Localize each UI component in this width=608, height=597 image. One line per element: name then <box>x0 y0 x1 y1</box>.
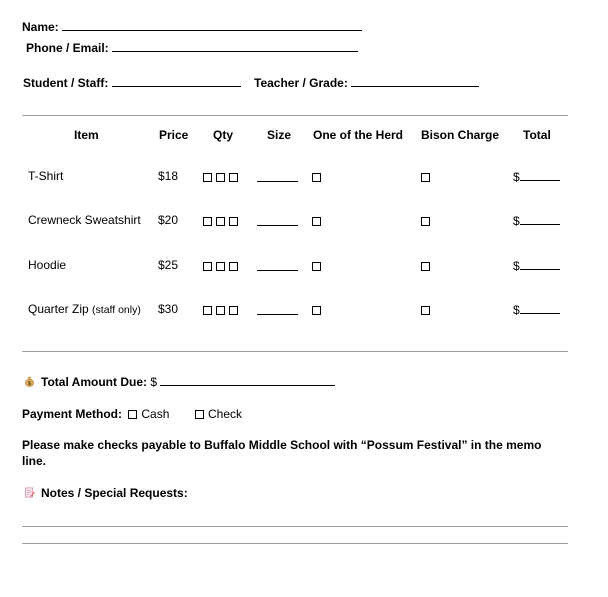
qty-checkbox[interactable] <box>229 306 238 315</box>
divider-top <box>22 115 568 116</box>
notes-line-2[interactable] <box>22 543 568 544</box>
name-field-row <box>22 19 362 34</box>
one-of-the-herd-checkbox[interactable] <box>312 217 321 226</box>
qty-checkboxes <box>203 259 242 273</box>
total-input-line[interactable] <box>520 258 560 270</box>
qty-checkbox[interactable] <box>216 262 225 271</box>
item-price: $25 <box>158 258 179 272</box>
bison-charge-checkbox[interactable] <box>421 262 430 271</box>
qty-checkboxes <box>203 303 242 317</box>
qty-checkbox[interactable] <box>203 173 212 182</box>
row-total <box>513 302 560 317</box>
total-amount-prefix: $ <box>150 375 158 389</box>
total-amount-input-line[interactable] <box>160 374 335 386</box>
name-label: Name: <box>22 20 59 34</box>
qty-checkbox[interactable] <box>203 262 212 271</box>
notes-row <box>24 486 188 500</box>
total-prefix: $ <box>513 303 520 317</box>
total-amount-row <box>24 374 335 389</box>
phone-email-label: Phone / Email: <box>26 41 109 55</box>
cash-checkbox[interactable] <box>128 410 137 419</box>
one-of-the-herd-checkbox[interactable] <box>312 306 321 315</box>
check-option-label: Check <box>208 407 243 421</box>
qty-checkboxes <box>203 214 242 228</box>
item-name-cell <box>28 302 141 316</box>
divider-middle <box>22 351 568 352</box>
total-input-line[interactable] <box>520 169 560 181</box>
check-option <box>195 407 242 421</box>
item-name: Crewneck Sweatshirt <box>28 213 141 227</box>
check-checkbox[interactable] <box>195 410 204 419</box>
bison-charge-checkbox[interactable] <box>421 173 430 182</box>
qty-checkbox[interactable] <box>216 173 225 182</box>
teacher-grade-label: Teacher / Grade: <box>254 76 348 90</box>
item-name: Hoodie <box>28 258 67 272</box>
qty-checkbox[interactable] <box>229 173 238 182</box>
notes-line-1[interactable] <box>22 526 568 527</box>
qty-checkbox[interactable] <box>229 217 238 226</box>
item-name: Quarter Zip <box>28 302 89 316</box>
size-input-line[interactable] <box>257 259 298 271</box>
one-of-the-herd-checkbox[interactable] <box>312 262 321 271</box>
checks-payable-note: Please make checks payable to Buffalo Middle School with “Possum Festival” in the memo line. <box>22 438 542 468</box>
qty-checkbox[interactable] <box>229 262 238 271</box>
item-price: $20 <box>158 213 179 227</box>
col-header-price: Price <box>159 128 189 142</box>
student-staff-label: Student / Staff: <box>23 76 109 90</box>
qty-checkboxes <box>203 170 242 184</box>
size-input-line[interactable] <box>257 214 298 226</box>
qty-checkbox[interactable] <box>203 306 212 315</box>
student-field-row <box>23 75 241 90</box>
col-header-bison-charge: Bison Charge <box>421 128 500 142</box>
row-total <box>513 169 560 184</box>
item-price: $18 <box>158 169 179 183</box>
teacher-grade-input-line[interactable] <box>351 75 479 87</box>
total-prefix: $ <box>513 214 520 228</box>
memo-icon <box>24 487 35 498</box>
qty-checkbox[interactable] <box>203 217 212 226</box>
col-header-size: Size <box>267 128 292 142</box>
row-total <box>513 258 560 273</box>
student-staff-input-line[interactable] <box>112 75 241 87</box>
qty-checkbox[interactable] <box>216 217 225 226</box>
payment-method-label: Payment Method: <box>22 407 123 421</box>
item-price: $30 <box>158 302 179 316</box>
name-input-line[interactable] <box>62 19 362 31</box>
item-note: (staff only) <box>92 304 141 316</box>
payment-method-row <box>22 407 169 421</box>
qty-checkbox[interactable] <box>216 306 225 315</box>
size-input-line[interactable] <box>257 303 298 315</box>
row-total <box>513 213 560 228</box>
bison-charge-checkbox[interactable] <box>421 306 430 315</box>
total-prefix: $ <box>513 259 520 273</box>
col-header-one-of-the-herd: One of the Herd <box>313 128 404 142</box>
one-of-the-herd-checkbox[interactable] <box>312 173 321 182</box>
total-prefix: $ <box>513 170 520 184</box>
total-amount-label: Total Amount Due: <box>41 375 147 389</box>
item-name: T-Shirt <box>28 169 64 183</box>
money-bag-icon <box>24 376 35 387</box>
cash-option-label: Cash <box>141 407 170 421</box>
notes-label: Notes / Special Requests: <box>41 486 188 500</box>
total-input-line[interactable] <box>520 213 560 225</box>
total-input-line[interactable] <box>520 302 560 314</box>
bison-charge-checkbox[interactable] <box>421 217 430 226</box>
size-input-line[interactable] <box>257 170 298 182</box>
teacher-field-row <box>254 75 479 90</box>
col-header-qty: Qty <box>213 128 234 142</box>
col-header-total: Total <box>523 128 551 142</box>
svg-text:$: $ <box>27 381 32 387</box>
phone-email-input-line[interactable] <box>112 40 358 52</box>
phone-field-row <box>26 40 358 55</box>
col-header-item: Item <box>74 128 99 142</box>
